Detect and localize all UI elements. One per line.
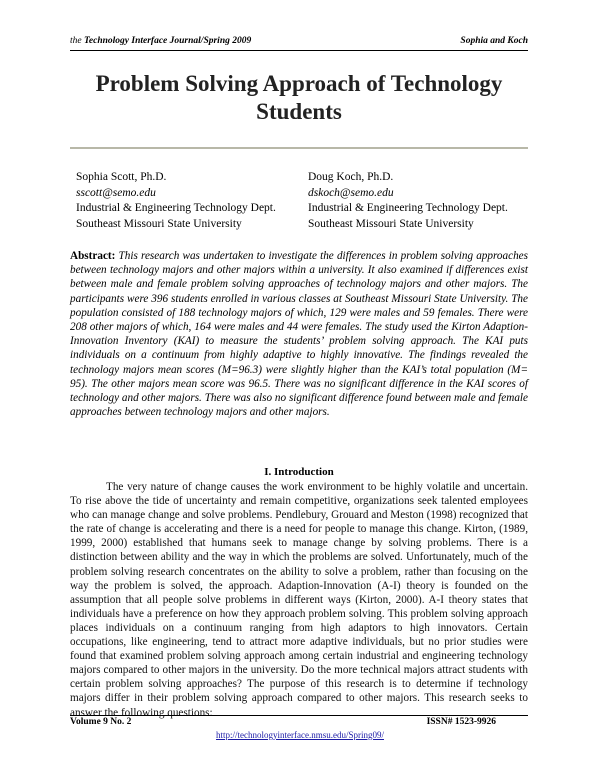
author-email[interactable]: dskoch@semo.edu [308, 186, 394, 199]
footer [70, 717, 496, 727]
author-name: Sophia Scott, Ph.D. [76, 171, 167, 183]
header-authors: Sophia and Koch [460, 36, 528, 46]
author-name: Doug Koch, Ph.D. [308, 171, 394, 183]
abstract [70, 249, 528, 419]
footer-url-link[interactable]: http://technologyinterface.nmsu.edu/Spring09/ [216, 730, 384, 740]
header-rule [70, 50, 528, 51]
author-1 [76, 170, 308, 232]
footer-issn: ISSN# 1523-9926 [426, 717, 496, 727]
author-department: Industrial & Engineering Technology Dept. [76, 202, 276, 214]
author-email[interactable]: sscott@semo.edu [76, 186, 156, 199]
author-2 [308, 170, 540, 232]
abstract-label: Abstract: [70, 250, 116, 262]
paper-title: Problem Solving Approach of Technology Students [95, 71, 503, 124]
footer-volume: Volume 9 No. 2 [70, 717, 132, 727]
introduction-paragraph: The very nature of change causes the work environment to be highly volatile and uncertain. To rise above the tide of uncertainty and remain competitive, organizations seek talented employees who can manage change and solve problems. Pendlebury, Grouard and Meston (1998) recognized that the rate of change is accelerating and there is a need for people to manage this change. Kirton, (1989, 1999, 2000) established that humans seek to manage change by solving problems. There is a distinction between ability and the way in which the problems are solved. Unfortunately, much of the problem solving research concentrates on the ability to solve a problem, rather than focusing on the way the problem is solved, the approach. Adaption-Innovation (A-I) theory is founded on the assumption that all people solve problems in different ways (Kirton, 2000). A-I theory states that individuals have a preference on how they approach problem solving. This problem solving approach places individuals on a continuum ranging from high adaptors to high innovators. Certain occupations, like engineering, tend to attract more adaptive individuals, but no prior studies were found that examined problem solving approach among certain industrial and engineering technology majors compared to other majors in the university. Do the more technical majors attract students with certain problem solving approaches? The purpose of this research is to determine if technology majors differ in their problem solving approach compared to other majors. This research seeks to answer the following questions: [70, 481, 528, 719]
author-institution: Southeast Missouri State University [76, 217, 242, 230]
footer-rule [70, 715, 528, 716]
journal-name: Technology Interface Journal/Spring 2009 [83, 36, 252, 46]
author-institution: Southeast Missouri State University [308, 217, 474, 230]
journal-prefix: the [70, 36, 82, 46]
section-heading-introduction: I. Introduction [264, 466, 334, 478]
abstract-text: This research was undertaken to investigate the differences in problem solving approaches between technology majors and other majors within a university. It also examined if differences exist between male and female problem solving approaches of technology majors and other majors. The participants were 396 students enrolled in various classes at Southeast Missouri State University. The population consisted of 188 technology majors of which, 129 were males and 59 females. There were 208 other majors of which, 164 were males and 44 were females. The study used the Kirton Adaption-Innovation Inventory (KAI) to measure the students’ problem solving approach. The KAI puts individuals on a continuum from highly adaptive to highly innovative. The findings revealed the technology majors mean scores (M=96.3) were slightly higher than the KAI’s total population (M= 95). The other majors mean score was 96.5. There was no significant difference in the KAI scores of technology and other majors. There was also no significant difference found between male and female approaches between technology majors and other majors. [70, 250, 529, 419]
author-block [76, 170, 540, 232]
journal-title [70, 36, 251, 46]
running-header [70, 36, 528, 46]
author-department: Industrial & Engineering Technology Dept. [308, 202, 508, 214]
title-rule [70, 147, 528, 149]
